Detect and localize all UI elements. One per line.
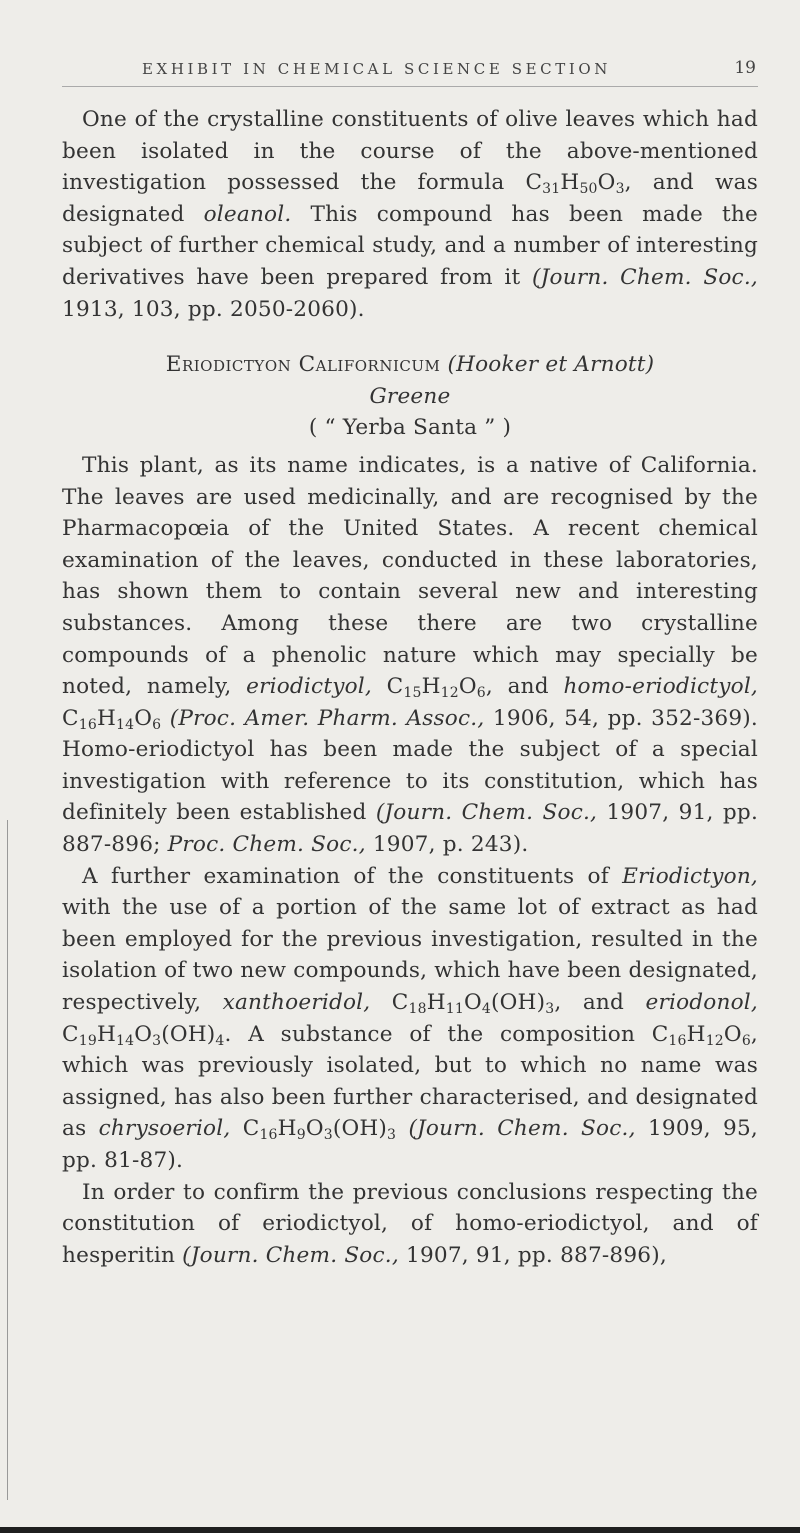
page-number: 19 — [734, 58, 756, 78]
paragraph-hesperitin: In order to confirm the previous conclusions respecting the constitution of eriodictyol, of homo-eriodictyol, and of hesperitin (Journ. Chem. Soc., 1907, 91, pp. 887-896), — [62, 1179, 758, 1268]
scan-edge — [0, 1527, 800, 1533]
section-heading — [62, 349, 758, 444]
plant-name: Eriodictyon Californicum — [165, 352, 441, 378]
plant-authority: (Hooker et Arnott) — [447, 352, 655, 378]
binding-edge — [7, 820, 8, 1500]
page-body — [62, 104, 758, 1271]
running-head: EXHIBIT IN CHEMICAL SCIENCE SECTION — [142, 60, 612, 78]
paragraph-oleanol: One of the crystalline constituents of olive leaves which had been isolated in the course of the above-mentioned investigation possessed the formula $C_{31}H_{50}O_3$, and was designated oleanol. This compound has been made the subject of further chemical study, and a number of interesting derivatives have been prepared from it (Journ. Chem. Soc., 1913, 103, pp. 2050-2060). — [62, 107, 758, 322]
paragraph-xanthoeridol: A further examination of the constituents of Eriodictyon, with the use of a portion of the same lot of extract as had been employed for the previous investigation, resulted in the isolation of two new compounds, which have been designated, respectively, xanthoeridol, $C_{18}H_{11}O_4(OH)_3$, and eriodonol, $C_{19}H_{14}O_3(OH)_4$. A substance of the composition $C_{16}H_{12}O_6$, which was previously isolated, but to which no name was assigned, has also been further characterised, and designated as chrysoeriol, $C_{16}H_9O_3(OH)_3$ (Journ. Chem. Soc., 1909, 95, pp. 81-87). — [62, 863, 758, 1173]
paragraph-eriodictyol: This plant, as its name indicates, is a native of California. The leaves are used medicinally, and are recognised by the Pharmacopœia of the United States. A recent chemical examination of the leaves, conducted in these laboratories, has shown them to contain several new and interesting substances. Among these there are two crystalline compounds of a phenolic nature which may specially be noted, namely, eriodictyol, $C_{15}H_{12}O_6$, and homo-eriodictyol, $C_{16}H_{14}O_6$ (Proc. Amer. Pharm. Assoc., 1906, 54, pp. 352-369). Homo-eriodictyol has been made the subject of a special investigation with reference to its constitution, which has definitely been established (Journ. Chem. Soc., 1907, 91, pp. 887-896; Proc. Chem. Soc., 1907, p. 243). — [62, 452, 759, 858]
page-header — [62, 58, 758, 87]
common-name: ( “ Yerba Santa ” ) — [308, 415, 512, 441]
plant-authority-line2: Greene — [369, 383, 451, 409]
